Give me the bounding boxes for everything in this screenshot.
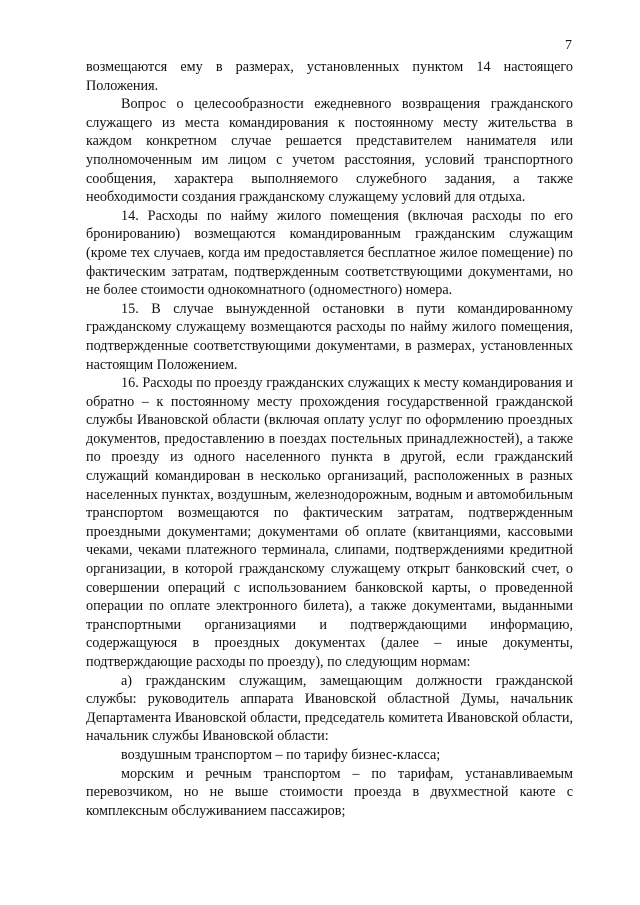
page-number: 7 bbox=[565, 38, 572, 53]
paragraph-sea-river-transport: морским и речным транспортом – по тарифам, устанавливаемым перевозчиком, но не выше стоимости проезда в двухместной каюте с комплексным обслуживанием пассажиров; bbox=[86, 765, 573, 819]
paragraph-subitem-a: а) гражданским служащим, замещающим должности гражданской службы: руководитель аппарата Ивановской областной Думы, начальник Департамента Ивановской области, председатель комитета Ивановской области, начальник службы Ивановской области: bbox=[86, 672, 573, 745]
paragraph-item-15: 15. В случае вынужденной остановки в пути командированному гражданскому служащему возмещаются расходы по найму жилого помещения, подтвержденные соответствующими документами, в размерах, установленных настоящим Положением. bbox=[86, 300, 573, 373]
paragraph-item-16: 16. Расходы по проезду гражданских служащих к месту командирования и обратно – к постоянному месту прохождения государственной гражданской службы Ивановской области (включая оплату услуг по оформлению проездных документов, предоставлению в поездах постельных принадлежностей), а также по проезду из одного населенного пункта в другой, если гражданский служащий командирован в несколько организаций, расположенных в разных населенных пунктах, воздушным, железнодорожным, водным и автомобильным транспортом возмещаются по фактическим затратам, подтвержденным проездными документами; документами об оплате (квитанциями, кассовыми чеками, чеками платежного терминала, слипами, подтверждениями кредитной организации, в которой гражданскому служащему открыт банковский счет, о совершении операций с использованием банковской карты, о проведенной операции по оплате электронного билета), а также документами, выданными транспортными организациями и подтверждающими информацию, содержащуюся в проездных документах (далее – иные документы, подтверждающие расходы по проезду), по следующим нормам: bbox=[86, 375, 573, 670]
paragraph-air-transport: воздушным транспортом – по тарифу бизнес-класса; bbox=[121, 746, 441, 763]
paragraph-continuation: возмещаются ему в размерах, установленных пунктом 14 настоящего Положения. bbox=[86, 59, 573, 94]
document-body bbox=[86, 58, 573, 820]
paragraph-daily-return: Вопрос о целесообразности ежедневного возвращения гражданского служащего из места командирования к постоянному месту жительства в каждом конкретном случае решается представителем нанимателя или уполномоченным им лицом с учетом расстояния, условий транспортного сообщения, характера выполняемого служебного задания, а также необходимости создания гражданскому служащему условий для отдыха. bbox=[86, 96, 573, 206]
paragraph-item-14: 14. Расходы по найму жилого помещения (включая расходы по его бронированию) возмещаются командированным гражданским служащим (кроме тех случаев, когда им предоставляется бесплатное жилое помещение) по фактическим затратам, подтвержденным соответствующими документами, но не более стоимости однокомнатного (одноместного) номера. bbox=[86, 207, 573, 299]
